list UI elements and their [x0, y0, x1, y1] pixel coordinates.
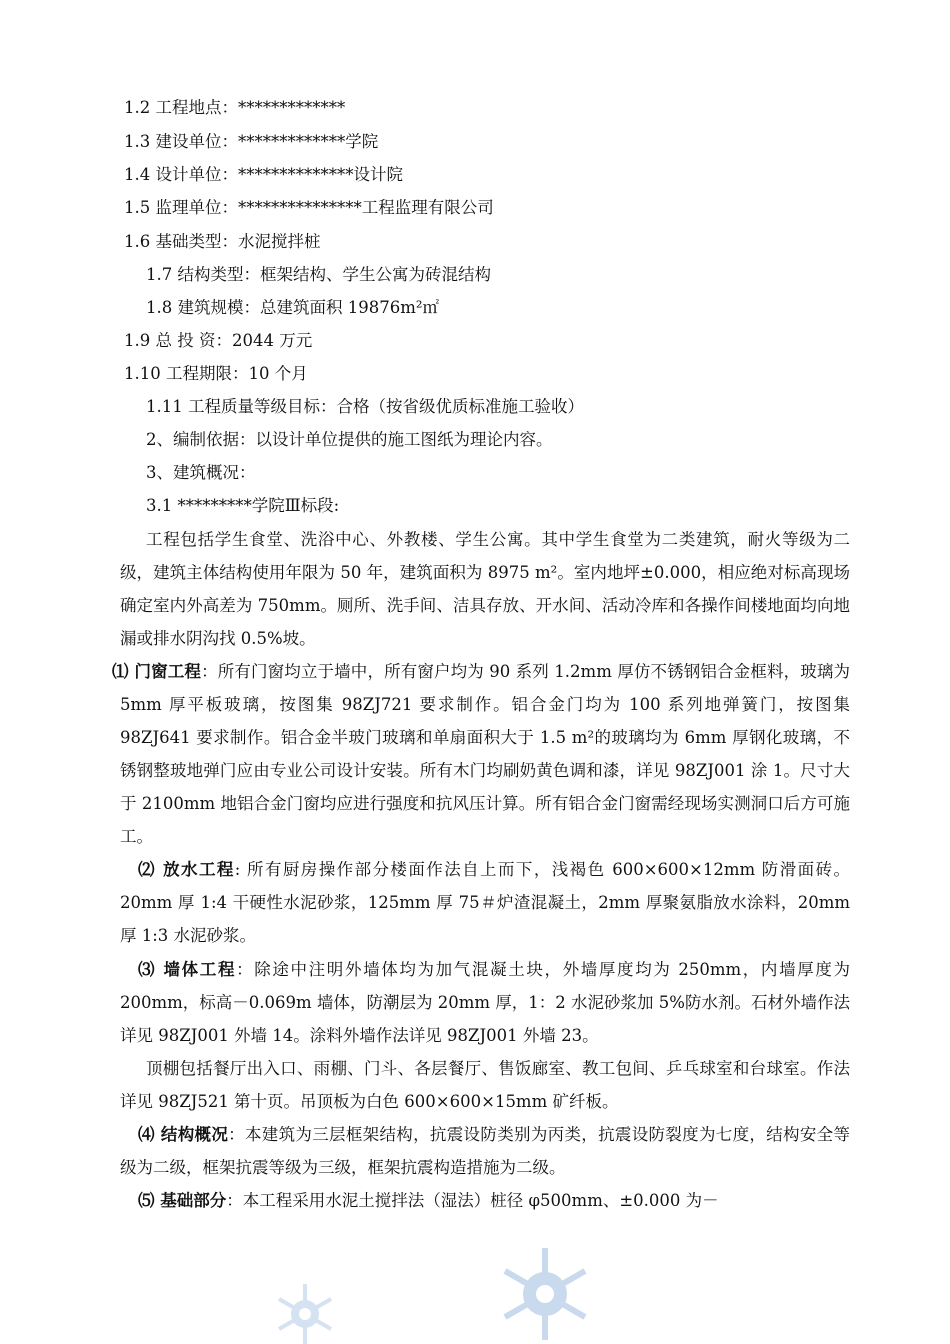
section-heading: ⑶ 墙体工程: [138, 960, 237, 979]
section-waterproofing: [120, 853, 850, 952]
item-1-7: 1.7 结构类型：框架结构、学生公寓为砖混结构: [146, 265, 491, 284]
section-3-1-heading: 3.1 *********学院Ⅲ标段:: [146, 496, 340, 515]
compile-basis: 2、编制依据：以设计单位提供的施工图纸为理论内容。: [146, 430, 553, 449]
section-heading: ⑸ 基础部分: [138, 1191, 227, 1210]
item-1-5: 1.5 监理单位：***************工程监理有限公司: [124, 198, 494, 217]
item-1-6: 1.6 基础类型：水泥搅拌桩: [124, 232, 321, 251]
watermark-snowflake-icon: [270, 1274, 340, 1344]
section-heading: ⑵ 放水工程: [138, 860, 235, 879]
section-text: ：本建筑为三层框架结构，抗震设防类别为丙类，抗震设防裂度为七度，结构安全等级为二级，框架抗震等级为三级，框架抗震构造措施为二级。: [120, 1125, 850, 1177]
section-text: ：本工程采用水泥土搅拌法（湿法）桩径 φ500mm、±0.000 为－: [226, 1191, 719, 1210]
section-heading: ⑴ 门窗工程: [112, 662, 202, 681]
section-heading: ⑷ 结构概况: [138, 1125, 229, 1144]
item-1-3: 1.3 建设单位：*************学院: [124, 132, 379, 151]
section-text: ：所有门窗均立于墙中，所有窗户均为 90 系列 1.2mm 厚仿不锈钢铝合金框料，玻璃为 5mm 厚平板玻璃，按图集 98ZJ721 要求制作。铝合金门均为 100 系列地弹簧门，按图集 98ZJ641 要求制作。铝合金半玻门玻璃和单扇面积大于 1.5 m²的玻璃均为 6mm 厚钢化玻璃，不锈钢整玻地弹门应由专业公司设计安装。所有木门均刷奶黄色调和漆，详见 98ZJ001 涂 1。尺寸大于 2100mm 地铝合金门窗均应进行强度和抗风压计算。所有铝合金门窗需经现场实测洞口后方可施工。: [120, 662, 851, 846]
ceiling-paragraph: [120, 1052, 850, 1118]
item-1-11: 1.11 工程质量等级目标：合格（按省级优质标准施工验收）: [146, 397, 584, 416]
watermark-snowflake-icon: [495, 1239, 595, 1344]
intro-paragraph: 工程包括学生食堂、洗浴中心、外教楼、学生公寓。其中学生食堂为二类建筑，耐火等级为二级，建筑主体结构使用年限为 50 年，建筑面积为 8975 m²。室内地坪±0.000，相应绝对标高现场确定室内外高差为 750mm。厕所、洗手间、洁具存放、开水间、活动冷库和各操作间楼地面均向地漏或排水阴沟找 0.5%坡。: [120, 530, 850, 648]
item-1-2: 1.2 工程地点：*************: [124, 98, 346, 117]
building-overview-heading: 3、建筑概况：: [146, 463, 256, 482]
section-text: 顶棚包括餐厅出入口、雨棚、门斗、各层餐厅、售饭廊室、教工包间、乒乓球室和台球室。作法详见 98ZJ521 第十页。吊顶板为白色 600×600×15mm 矿纤板。: [120, 1059, 850, 1111]
item-1-8: 1.8 建筑规模：总建筑面积 19876m²㎡: [146, 298, 439, 317]
section-foundation: [120, 1184, 850, 1217]
section-doors-windows: [112, 655, 851, 853]
section-walls: [120, 953, 850, 1052]
item-1-10: 1.10 工程期限：10 个月: [124, 364, 308, 383]
item-1-4: 1.4 设计单位：**************设计院: [124, 165, 403, 184]
section-structure: [120, 1118, 850, 1184]
section-text: ：除途中注明外墙体均为加气混凝土块，外墙厚度均为 250mm，内墙厚度为 200mm，标高－0.069m 墙体，防潮层为 20mm 厚，1：2 水泥砂浆加 5%防水剂。石材外墙作法详见 98ZJ001 外墙 14。涂料外墙作法详见 98ZJ001 外墙 23。: [120, 960, 850, 1045]
item-1-9: 1.9 总 投 资：2044 万元: [124, 331, 313, 350]
section-text: : 所有厨房操作部分楼面作法自上而下，浅褐色 600×600×12mm 防滑面砖。20mm 厚 1:4 干硬性水泥砂浆，125mm 厚 75＃炉渣混凝土，2mm 厚聚氨脂放水涂料，20mm 厚 1:3 水泥砂浆。: [120, 860, 850, 945]
